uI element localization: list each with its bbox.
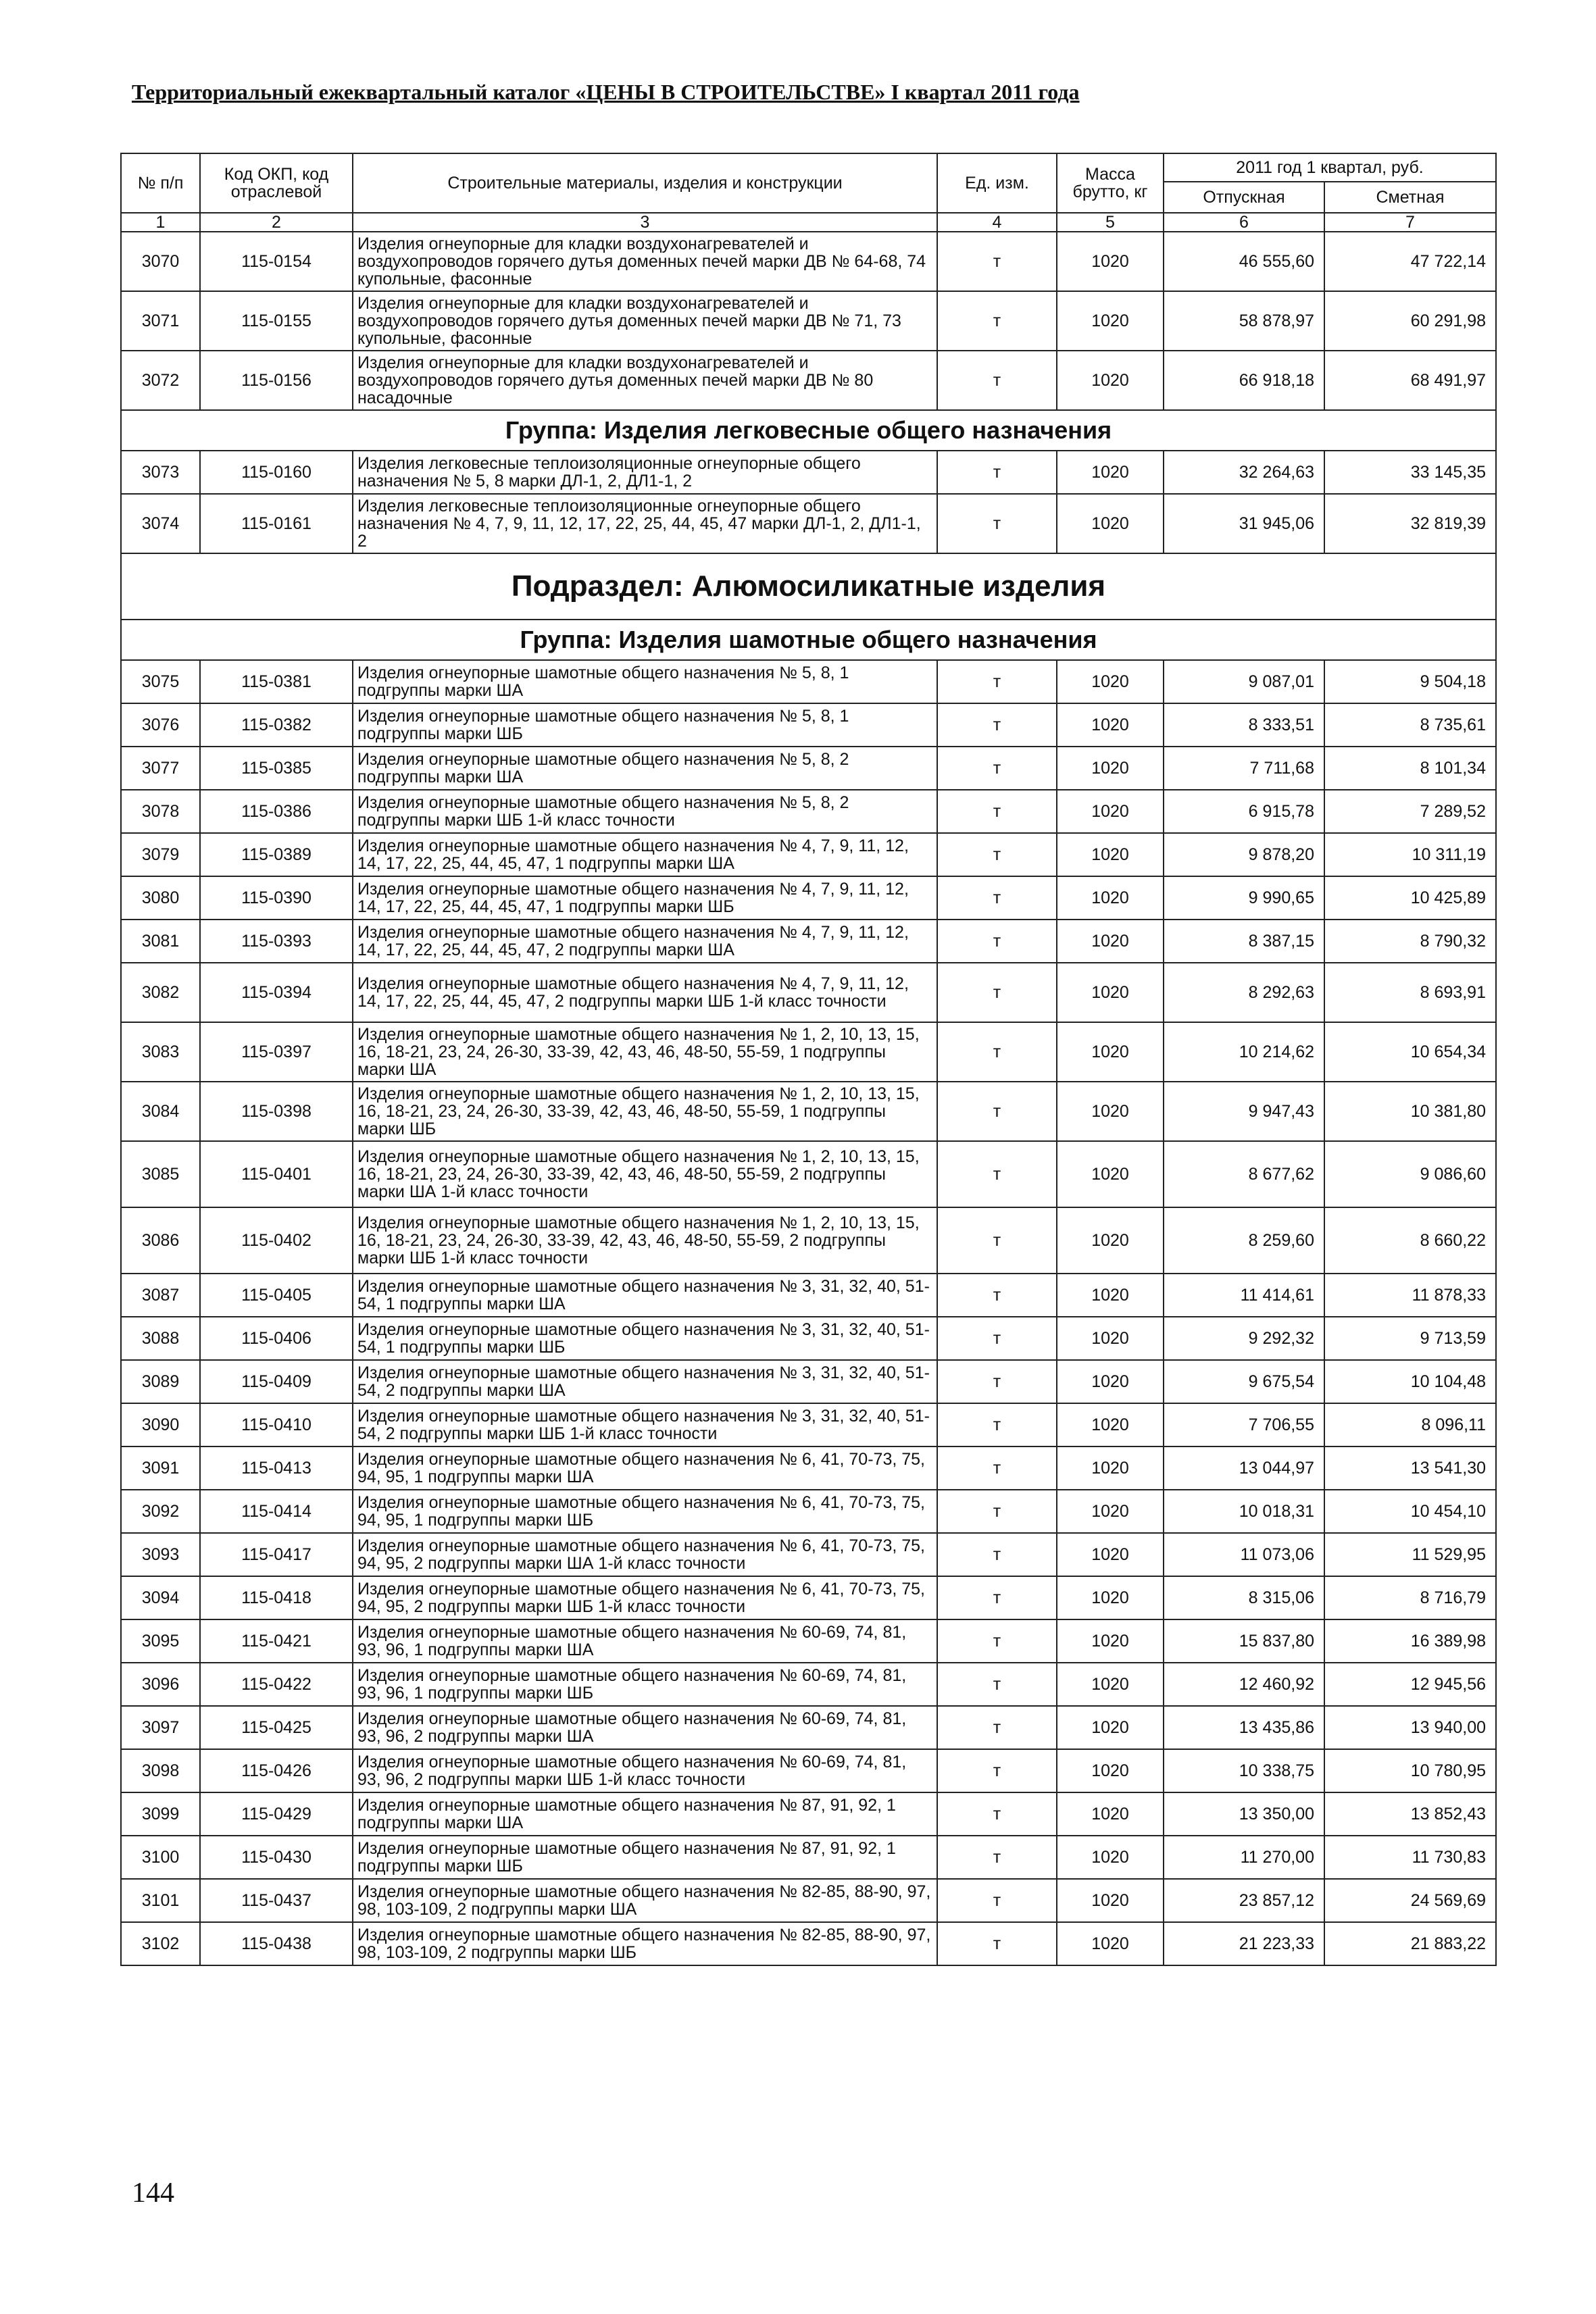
release-price: 58 878,97 [1164, 291, 1324, 351]
table-row [121, 291, 1496, 351]
gross-mass: 1020 [1057, 920, 1164, 963]
release-price: 7 711,68 [1164, 747, 1324, 790]
gross-mass: 1020 [1057, 351, 1164, 410]
material-description: Изделия огнеупорные шамотные общего назначения № 60-69, 74, 81, 93, 96, 2 подгруппы марки ША [353, 1706, 937, 1749]
header-period: 2011 год 1 квартал, руб. [1164, 153, 1496, 182]
release-price: 9 947,43 [1164, 1082, 1324, 1141]
estimate-price: 11 878,33 [1324, 1274, 1496, 1317]
estimate-price: 10 104,48 [1324, 1360, 1496, 1403]
row-number: 3070 [121, 232, 200, 291]
material-description: Изделия огнеупорные для кладки воздухонагревателей и воздухопроводов горячего дутья доменных печей марки ДВ № 71, 73 купольные, фасонные [353, 291, 937, 351]
unit-of-measure: т [937, 1403, 1057, 1447]
table-row [121, 1141, 1496, 1207]
material-description: Изделия огнеупорные для кладки воздухонагревателей и воздухопроводов горячего дутья доменных печей марки ДВ № 64-68, 74 купольные, фасонные [353, 232, 937, 291]
unit-of-measure: т [937, 232, 1057, 291]
okp-code: 115-0154 [200, 232, 353, 291]
okp-code: 115-0418 [200, 1576, 353, 1619]
release-price: 32 264,63 [1164, 451, 1324, 494]
unit-of-measure: т [937, 494, 1057, 553]
table-row [121, 660, 1496, 703]
estimate-price: 10 311,19 [1324, 833, 1496, 876]
header-num: № п/п [121, 153, 200, 213]
release-price: 9 292,32 [1164, 1317, 1324, 1360]
gross-mass: 1020 [1057, 291, 1164, 351]
release-price: 12 460,92 [1164, 1663, 1324, 1706]
gross-mass: 1020 [1057, 1274, 1164, 1317]
unit-of-measure: т [937, 1922, 1057, 1965]
estimate-price: 68 491,97 [1324, 351, 1496, 410]
material-description: Изделия огнеупорные шамотные общего назначения № 6, 41, 70-73, 75, 94, 95, 2 подгруппы марки ША 1-й класс точности [353, 1533, 937, 1576]
release-price: 23 857,12 [1164, 1879, 1324, 1922]
row-number: 3090 [121, 1403, 200, 1447]
table-row [121, 963, 1496, 1022]
row-number: 3092 [121, 1490, 200, 1533]
gross-mass: 1020 [1057, 1360, 1164, 1403]
material-description: Изделия легковесные теплоизоляционные огнеупорные общего назначения № 4, 7, 9, 11, 12, 17, 22, 25, 44, 45, 47 марки ДЛ-1, 2, ДЛ1-1, 2 [353, 494, 937, 553]
okp-code: 115-0406 [200, 1317, 353, 1360]
group-heading: Группа: Изделия легковесные общего назначения [121, 410, 1496, 451]
row-number: 3091 [121, 1447, 200, 1490]
unit-of-measure: т [937, 1576, 1057, 1619]
price-table [120, 153, 1497, 1966]
okp-code: 115-0385 [200, 747, 353, 790]
row-number: 3080 [121, 876, 200, 920]
gross-mass: 1020 [1057, 703, 1164, 747]
group-heading-row [121, 620, 1496, 660]
unit-of-measure: т [937, 1490, 1057, 1533]
column-number: 1 [121, 213, 200, 232]
unit-of-measure: т [937, 351, 1057, 410]
estimate-price: 13 940,00 [1324, 1706, 1496, 1749]
column-number: 7 [1324, 213, 1496, 232]
material-description: Изделия огнеупорные шамотные общего назначения № 60-69, 74, 81, 93, 96, 1 подгруппы марки ШБ [353, 1663, 937, 1706]
okp-code: 115-0438 [200, 1922, 353, 1965]
table-row [121, 1792, 1496, 1836]
okp-code: 115-0426 [200, 1749, 353, 1792]
unit-of-measure: т [937, 1274, 1057, 1317]
table-row [121, 920, 1496, 963]
table-header [121, 153, 1496, 232]
material-description: Изделия огнеупорные шамотные общего назначения № 1, 2, 10, 13, 15, 16, 18-21, 23, 24, 26-30, 33-39, 42, 43, 46, 48-50, 55-59, 2 подгруппы марки ШБ 1-й класс точности [353, 1207, 937, 1274]
row-number: 3098 [121, 1749, 200, 1792]
estimate-price: 9 713,59 [1324, 1317, 1496, 1360]
estimate-price: 8 660,22 [1324, 1207, 1496, 1274]
okp-code: 115-0393 [200, 920, 353, 963]
row-number: 3083 [121, 1022, 200, 1082]
release-price: 9 990,65 [1164, 876, 1324, 920]
release-price: 13 350,00 [1164, 1792, 1324, 1836]
okp-code: 115-0398 [200, 1082, 353, 1141]
unit-of-measure: т [937, 660, 1057, 703]
table-row [121, 351, 1496, 410]
column-number: 3 [353, 213, 937, 232]
row-number: 3075 [121, 660, 200, 703]
table-row [121, 833, 1496, 876]
estimate-price: 11 730,83 [1324, 1836, 1496, 1879]
material-description: Изделия огнеупорные шамотные общего назначения № 82-85, 88-90, 97, 98, 103-109, 2 подгруппы марки ША [353, 1879, 937, 1922]
gross-mass: 1020 [1057, 1749, 1164, 1792]
table-row [121, 1879, 1496, 1922]
unit-of-measure: т [937, 1082, 1057, 1141]
unit-of-measure: т [937, 1447, 1057, 1490]
table-row [121, 1706, 1496, 1749]
material-description: Изделия легковесные теплоизоляционные огнеупорные общего назначения № 5, 8 марки ДЛ-1, 2, ДЛ1-1, 2 [353, 451, 937, 494]
release-price: 6 915,78 [1164, 790, 1324, 833]
gross-mass: 1020 [1057, 833, 1164, 876]
estimate-price: 9 504,18 [1324, 660, 1496, 703]
column-numbers-row [121, 213, 1496, 232]
okp-code: 115-0421 [200, 1619, 353, 1663]
estimate-price: 7 289,52 [1324, 790, 1496, 833]
release-price: 66 918,18 [1164, 351, 1324, 410]
page-header: Территориальный ежеквартальный каталог «ЦЕНЫ В СТРОИТЕЛЬСТВЕ» I квартал 2011 года [132, 80, 1080, 104]
table-row [121, 1447, 1496, 1490]
material-description: Изделия огнеупорные шамотные общего назначения № 3, 31, 32, 40, 51-54, 2 подгруппы марки ША [353, 1360, 937, 1403]
unit-of-measure: т [937, 1749, 1057, 1792]
release-price: 9 087,01 [1164, 660, 1324, 703]
row-number: 3078 [121, 790, 200, 833]
gross-mass: 1020 [1057, 790, 1164, 833]
row-number: 3085 [121, 1141, 200, 1207]
unit-of-measure: т [937, 1879, 1057, 1922]
gross-mass: 1020 [1057, 1533, 1164, 1576]
table-row [121, 1022, 1496, 1082]
okp-code: 115-0429 [200, 1792, 353, 1836]
unit-of-measure: т [937, 1619, 1057, 1663]
okp-code: 115-0382 [200, 703, 353, 747]
gross-mass: 1020 [1057, 1706, 1164, 1749]
okp-code: 115-0397 [200, 1022, 353, 1082]
okp-code: 115-0425 [200, 1706, 353, 1749]
gross-mass: 1020 [1057, 1836, 1164, 1879]
material-description: Изделия огнеупорные шамотные общего назначения № 4, 7, 9, 11, 12, 14, 17, 22, 25, 44, 45, 47, 2 подгруппы марки ШБ 1-й класс точности [353, 963, 937, 1022]
release-price: 46 555,60 [1164, 232, 1324, 291]
estimate-price: 16 389,98 [1324, 1619, 1496, 1663]
row-number: 3089 [121, 1360, 200, 1403]
row-number: 3076 [121, 703, 200, 747]
material-description: Изделия огнеупорные шамотные общего назначения № 5, 8, 1 подгруппы марки ШБ [353, 703, 937, 747]
row-number: 3072 [121, 351, 200, 410]
table-row [121, 747, 1496, 790]
estimate-price: 13 541,30 [1324, 1447, 1496, 1490]
table-row [121, 790, 1496, 833]
header-estimate-price: Сметная [1324, 182, 1496, 213]
release-price: 8 315,06 [1164, 1576, 1324, 1619]
header-mass: Масса брутто, кг [1057, 153, 1164, 213]
gross-mass: 1020 [1057, 1879, 1164, 1922]
estimate-price: 10 654,34 [1324, 1022, 1496, 1082]
unit-of-measure: т [937, 1792, 1057, 1836]
okp-code: 115-0155 [200, 291, 353, 351]
column-number: 6 [1164, 213, 1324, 232]
material-description: Изделия огнеупорные шамотные общего назначения № 5, 8, 2 подгруппы марки ШБ 1-й класс точности [353, 790, 937, 833]
okp-code: 115-0161 [200, 494, 353, 553]
okp-code: 115-0386 [200, 790, 353, 833]
table-row [121, 1490, 1496, 1533]
estimate-price: 21 883,22 [1324, 1922, 1496, 1965]
gross-mass: 1020 [1057, 1922, 1164, 1965]
okp-code: 115-0402 [200, 1207, 353, 1274]
row-number: 3094 [121, 1576, 200, 1619]
header-release-price: Отпускная [1164, 182, 1324, 213]
table-row [121, 1619, 1496, 1663]
release-price: 21 223,33 [1164, 1922, 1324, 1965]
estimate-price: 8 716,79 [1324, 1576, 1496, 1619]
release-price: 11 414,61 [1164, 1274, 1324, 1317]
okp-code: 115-0401 [200, 1141, 353, 1207]
unit-of-measure: т [937, 1836, 1057, 1879]
material-description: Изделия огнеупорные для кладки воздухонагревателей и воздухопроводов горячего дутья доменных печей марки ДВ № 80 насадочные [353, 351, 937, 410]
release-price: 10 214,62 [1164, 1022, 1324, 1082]
estimate-price: 8 790,32 [1324, 920, 1496, 963]
estimate-price: 8 735,61 [1324, 703, 1496, 747]
unit-of-measure: т [937, 1360, 1057, 1403]
okp-code: 115-0409 [200, 1360, 353, 1403]
row-number: 3074 [121, 494, 200, 553]
row-number: 3095 [121, 1619, 200, 1663]
table-row [121, 1082, 1496, 1141]
table-row [121, 1576, 1496, 1619]
unit-of-measure: т [937, 1663, 1057, 1706]
row-number: 3097 [121, 1706, 200, 1749]
header-code: Код ОКП, код отраслевой [200, 153, 353, 213]
column-number: 2 [200, 213, 353, 232]
material-description: Изделия огнеупорные шамотные общего назначения № 4, 7, 9, 11, 12, 14, 17, 22, 25, 44, 45, 47, 1 подгруппы марки ШБ [353, 876, 937, 920]
gross-mass: 1020 [1057, 232, 1164, 291]
gross-mass: 1020 [1057, 876, 1164, 920]
material-description: Изделия огнеупорные шамотные общего назначения № 5, 8, 1 подгруппы марки ША [353, 660, 937, 703]
gross-mass: 1020 [1057, 1082, 1164, 1141]
gross-mass: 1020 [1057, 1022, 1164, 1082]
unit-of-measure: т [937, 1706, 1057, 1749]
unit-of-measure: т [937, 876, 1057, 920]
table-row [121, 1836, 1496, 1879]
group-heading-row [121, 410, 1496, 451]
estimate-price: 9 086,60 [1324, 1141, 1496, 1207]
unit-of-measure: т [937, 1207, 1057, 1274]
estimate-price: 24 569,69 [1324, 1879, 1496, 1922]
okp-code: 115-0422 [200, 1663, 353, 1706]
unit-of-measure: т [937, 963, 1057, 1022]
release-price: 8 387,15 [1164, 920, 1324, 963]
table-row [121, 494, 1496, 553]
estimate-price: 60 291,98 [1324, 291, 1496, 351]
release-price: 8 333,51 [1164, 703, 1324, 747]
estimate-price: 13 852,43 [1324, 1792, 1496, 1836]
estimate-price: 33 145,35 [1324, 451, 1496, 494]
unit-of-measure: т [937, 1317, 1057, 1360]
material-description: Изделия огнеупорные шамотные общего назначения № 1, 2, 10, 13, 15, 16, 18-21, 23, 24, 26-30, 33-39, 42, 43, 46, 48-50, 55-59, 2 подгруппы марки ША 1-й класс точности [353, 1141, 937, 1207]
estimate-price: 11 529,95 [1324, 1533, 1496, 1576]
estimate-price: 10 425,89 [1324, 876, 1496, 920]
table-body [121, 232, 1496, 1965]
row-number: 3077 [121, 747, 200, 790]
unit-of-measure: т [937, 920, 1057, 963]
material-description: Изделия огнеупорные шамотные общего назначения № 6, 41, 70-73, 75, 94, 95, 1 подгруппы марки ШБ [353, 1490, 937, 1533]
estimate-price: 10 780,95 [1324, 1749, 1496, 1792]
material-description: Изделия огнеупорные шамотные общего назначения № 6, 41, 70-73, 75, 94, 95, 2 подгруппы марки ШБ 1-й класс точности [353, 1576, 937, 1619]
okp-code: 115-0405 [200, 1274, 353, 1317]
release-price: 11 073,06 [1164, 1533, 1324, 1576]
release-price: 13 435,86 [1164, 1706, 1324, 1749]
table-row [121, 876, 1496, 920]
row-number: 3096 [121, 1663, 200, 1706]
estimate-price: 8 101,34 [1324, 747, 1496, 790]
estimate-price: 47 722,14 [1324, 232, 1496, 291]
estimate-price: 8 096,11 [1324, 1403, 1496, 1447]
unit-of-measure: т [937, 833, 1057, 876]
material-description: Изделия огнеупорные шамотные общего назначения № 82-85, 88-90, 97, 98, 103-109, 2 подгруппы марки ШБ [353, 1922, 937, 1965]
okp-code: 115-0417 [200, 1533, 353, 1576]
row-number: 3101 [121, 1879, 200, 1922]
material-description: Изделия огнеупорные шамотные общего назначения № 87, 91, 92, 1 подгруппы марки ША [353, 1792, 937, 1836]
okp-code: 115-0381 [200, 660, 353, 703]
material-description: Изделия огнеупорные шамотные общего назначения № 3, 31, 32, 40, 51-54, 2 подгруппы марки ШБ 1-й класс точности [353, 1403, 937, 1447]
row-number: 3082 [121, 963, 200, 1022]
material-description: Изделия огнеупорные шамотные общего назначения № 87, 91, 92, 1 подгруппы марки ШБ [353, 1836, 937, 1879]
table-row [121, 1207, 1496, 1274]
table-row [121, 1403, 1496, 1447]
unit-of-measure: т [937, 1533, 1057, 1576]
unit-of-measure: т [937, 451, 1057, 494]
table-row [121, 1533, 1496, 1576]
release-price: 11 270,00 [1164, 1836, 1324, 1879]
okp-code: 115-0430 [200, 1836, 353, 1879]
okp-code: 115-0394 [200, 963, 353, 1022]
okp-code: 115-0390 [200, 876, 353, 920]
material-description: Изделия огнеупорные шамотные общего назначения № 4, 7, 9, 11, 12, 14, 17, 22, 25, 44, 45, 47, 1 подгруппы марки ША [353, 833, 937, 876]
gross-mass: 1020 [1057, 963, 1164, 1022]
unit-of-measure: т [937, 790, 1057, 833]
gross-mass: 1020 [1057, 660, 1164, 703]
gross-mass: 1020 [1057, 494, 1164, 553]
row-number: 3071 [121, 291, 200, 351]
material-description: Изделия огнеупорные шамотные общего назначения № 60-69, 74, 81, 93, 96, 1 подгруппы марки ША [353, 1619, 937, 1663]
okp-code: 115-0156 [200, 351, 353, 410]
material-description: Изделия огнеупорные шамотные общего назначения № 5, 8, 2 подгруппы марки ША [353, 747, 937, 790]
release-price: 15 837,80 [1164, 1619, 1324, 1663]
table-row [121, 232, 1496, 291]
table-row [121, 1274, 1496, 1317]
row-number: 3079 [121, 833, 200, 876]
okp-code: 115-0414 [200, 1490, 353, 1533]
page-number: 144 [132, 2178, 174, 2209]
row-number: 3093 [121, 1533, 200, 1576]
row-number: 3099 [121, 1792, 200, 1836]
subsection-heading: Подраздел: Алюмосиликатные изделия [121, 553, 1496, 620]
table-row [121, 703, 1496, 747]
row-number: 3073 [121, 451, 200, 494]
row-number: 3100 [121, 1836, 200, 1879]
material-description: Изделия огнеупорные шамотные общего назначения № 4, 7, 9, 11, 12, 14, 17, 22, 25, 44, 45, 47, 2 подгруппы марки ША [353, 920, 937, 963]
gross-mass: 1020 [1057, 1447, 1164, 1490]
unit-of-measure: т [937, 1022, 1057, 1082]
gross-mass: 1020 [1057, 451, 1164, 494]
material-description: Изделия огнеупорные шамотные общего назначения № 1, 2, 10, 13, 15, 16, 18-21, 23, 24, 26-30, 33-39, 42, 43, 46, 48-50, 55-59, 1 подгруппы марки ША [353, 1022, 937, 1082]
estimate-price: 12 945,56 [1324, 1663, 1496, 1706]
subsection-heading-row [121, 553, 1496, 620]
table-row [121, 1360, 1496, 1403]
release-price: 8 259,60 [1164, 1207, 1324, 1274]
material-description: Изделия огнеупорные шамотные общего назначения № 1, 2, 10, 13, 15, 16, 18-21, 23, 24, 26-30, 33-39, 42, 43, 46, 48-50, 55-59, 1 подгруппы марки ШБ [353, 1082, 937, 1141]
release-price: 13 044,97 [1164, 1447, 1324, 1490]
row-number: 3084 [121, 1082, 200, 1141]
gross-mass: 1020 [1057, 747, 1164, 790]
okp-code: 115-0389 [200, 833, 353, 876]
gross-mass: 1020 [1057, 1490, 1164, 1533]
material-description: Изделия огнеупорные шамотные общего назначения № 60-69, 74, 81, 93, 96, 2 подгруппы марки ШБ 1-й класс точности [353, 1749, 937, 1792]
release-price: 9 675,54 [1164, 1360, 1324, 1403]
table-row [121, 451, 1496, 494]
release-price: 10 338,75 [1164, 1749, 1324, 1792]
material-description: Изделия огнеупорные шамотные общего назначения № 3, 31, 32, 40, 51-54, 1 подгруппы марки ША [353, 1274, 937, 1317]
material-description: Изделия огнеупорные шамотные общего назначения № 6, 41, 70-73, 75, 94, 95, 1 подгруппы марки ША [353, 1447, 937, 1490]
row-number: 3086 [121, 1207, 200, 1274]
table-row [121, 1317, 1496, 1360]
row-number: 3088 [121, 1317, 200, 1360]
unit-of-measure: т [937, 747, 1057, 790]
release-price: 8 292,63 [1164, 963, 1324, 1022]
gross-mass: 1020 [1057, 1403, 1164, 1447]
estimate-price: 8 693,91 [1324, 963, 1496, 1022]
gross-mass: 1020 [1057, 1207, 1164, 1274]
material-description: Изделия огнеупорные шамотные общего назначения № 3, 31, 32, 40, 51-54, 1 подгруппы марки ШБ [353, 1317, 937, 1360]
gross-mass: 1020 [1057, 1141, 1164, 1207]
table-row [121, 1749, 1496, 1792]
estimate-price: 32 819,39 [1324, 494, 1496, 553]
table-row [121, 1663, 1496, 1706]
release-price: 8 677,62 [1164, 1141, 1324, 1207]
okp-code: 115-0410 [200, 1403, 353, 1447]
column-number: 4 [937, 213, 1057, 232]
okp-code: 115-0437 [200, 1879, 353, 1922]
unit-of-measure: т [937, 703, 1057, 747]
gross-mass: 1020 [1057, 1317, 1164, 1360]
okp-code: 115-0160 [200, 451, 353, 494]
row-number: 3102 [121, 1922, 200, 1965]
gross-mass: 1020 [1057, 1792, 1164, 1836]
okp-code: 115-0413 [200, 1447, 353, 1490]
header-unit: Ед. изм. [937, 153, 1057, 213]
gross-mass: 1020 [1057, 1576, 1164, 1619]
column-number: 5 [1057, 213, 1164, 232]
unit-of-measure: т [937, 1141, 1057, 1207]
table-row [121, 1922, 1496, 1965]
row-number: 3081 [121, 920, 200, 963]
header-materials: Строительные материалы, изделия и конструкции [353, 153, 937, 213]
gross-mass: 1020 [1057, 1663, 1164, 1706]
estimate-price: 10 454,10 [1324, 1490, 1496, 1533]
unit-of-measure: т [937, 291, 1057, 351]
group-heading: Группа: Изделия шамотные общего назначения [121, 620, 1496, 660]
release-price: 7 706,55 [1164, 1403, 1324, 1447]
gross-mass: 1020 [1057, 1619, 1164, 1663]
row-number: 3087 [121, 1274, 200, 1317]
estimate-price: 10 381,80 [1324, 1082, 1496, 1141]
release-price: 31 945,06 [1164, 494, 1324, 553]
release-price: 10 018,31 [1164, 1490, 1324, 1533]
release-price: 9 878,20 [1164, 833, 1324, 876]
